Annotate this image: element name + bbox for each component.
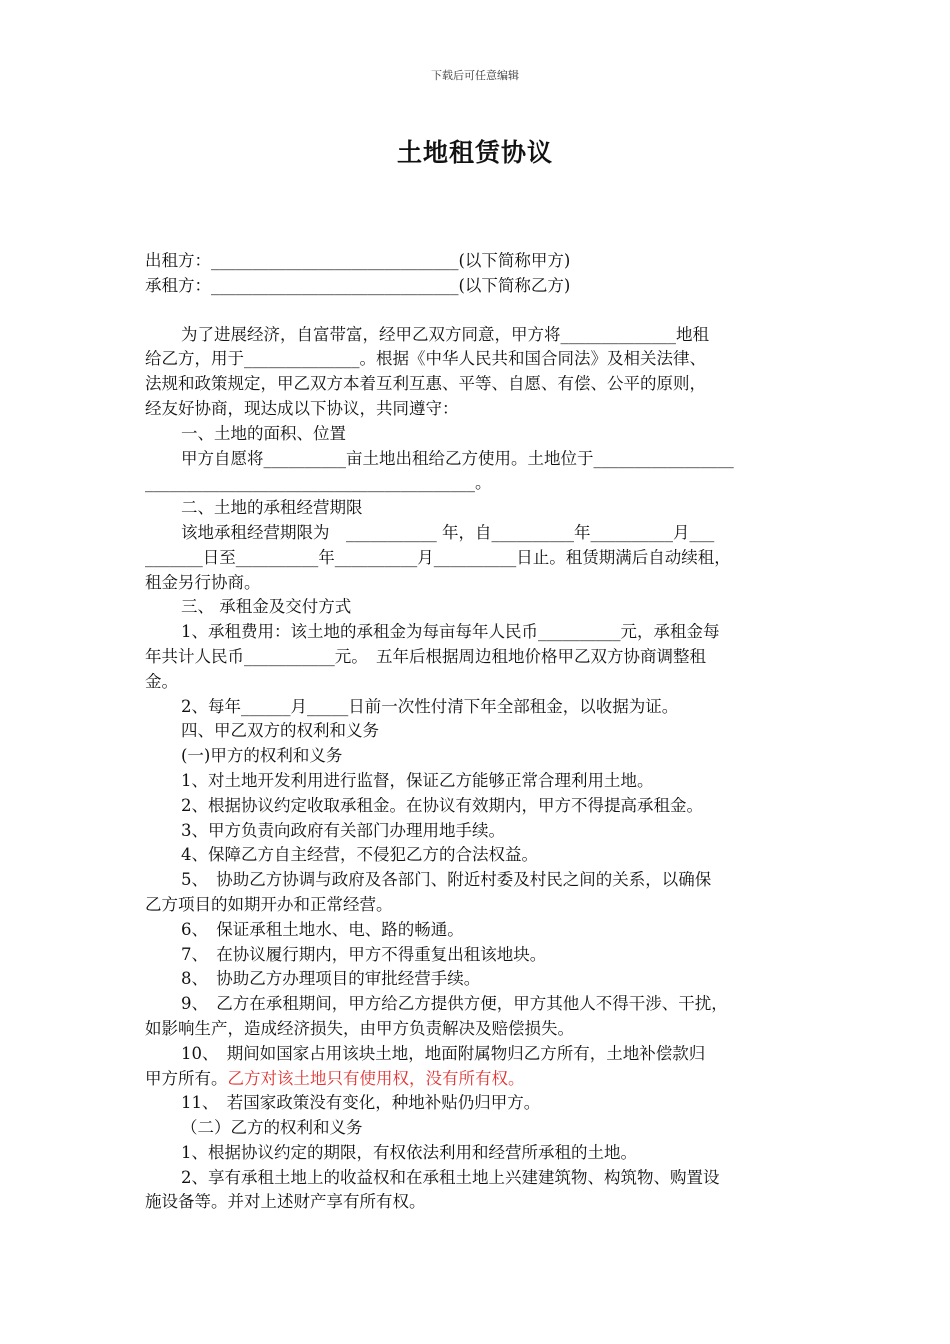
preamble-line: 为了进展经济，自富带富，经甲乙双方同意，甲方将______________地租 (181, 324, 709, 344)
section2-line: 租金另行协商。 (145, 572, 261, 592)
section4-heading: 四、甲乙双方的权利和义务 (181, 721, 379, 741)
section3-heading: 三、 承租金及交付方式 (181, 597, 352, 617)
party-b-item: 1、根据协议约定的期限，有权依法利用和经营所承租的土地。 (181, 1142, 637, 1162)
party-b-item: 2、享有承租土地上的收益权和在承租土地上兴建建筑物、构筑物、购置设 (181, 1167, 720, 1187)
item10-text: 甲方所有。 (145, 1068, 228, 1088)
party-a-item: 10、 期间如国家占用该块土地，地面附属物归乙方所有，土地补偿款归 (181, 1043, 706, 1063)
party-a-heading: (一)甲方的权利和义务 (181, 746, 343, 766)
party-a-item: 3、甲方负责向政府有关部门办理用地手续。 (181, 820, 505, 840)
party-a-item: 8、 协助乙方办理项目的审批经营手续。 (181, 969, 481, 989)
section2-line: _______日至__________年__________月__________日止。租赁期满后自动续租， (145, 547, 731, 567)
section3-line: 金。 (145, 671, 178, 691)
highlighted-clause: 乙方对该土地只有使用权，没有所有权。 (227, 1068, 525, 1088)
spacer (145, 299, 810, 323)
section2-heading: 二、土地的承租经营期限 (181, 498, 363, 518)
party-a-item: 5、 协助乙方协调与政府及各部门、附近村委及村民之间的关系，以确保 (181, 870, 712, 890)
preamble-line: 法规和政策规定，甲乙双方本着互利互惠、平等、自愿、有偿、公平的原则， (145, 374, 706, 394)
section3-line: 年共计人民币___________元。 五年后根据周边租地价格甲乙双方协商调整租 (145, 646, 706, 666)
party-b-item: 施设备等。并对上述财产享有所有权。 (145, 1192, 426, 1212)
preamble-line: 经友好协商，现达成以下协议，共同遵守： (145, 398, 459, 418)
preamble-line: 给乙方，用于______________。根据《中华人民共和国合同法》及相关法律、 (145, 349, 706, 369)
party-a-item: 2、根据协议约定收取承租金。在协议有效期内，甲方不得提高承租金。 (181, 795, 703, 815)
document-title: 土地租赁协议 (396, 138, 553, 167)
lessee-line: 承租方：______________________________(以下简称乙方) (145, 275, 571, 295)
lessor-line: 出租方：______________________________(以下简称甲方) (145, 251, 571, 270)
party-a-item: 1、对土地开发利用进行监督，保证乙方能够正常合理利用土地。 (181, 770, 654, 790)
section3-line: 1、承租费用：该土地的承租金为每亩每年人民币__________元，承租金每 (181, 622, 720, 642)
section1-heading: 一、土地的面积、位置 (181, 423, 346, 443)
party-b-heading: （二）乙方的权利和义务 (181, 1118, 363, 1138)
party-a-item: 如影响生产，造成经济损失，由甲方负责解决及赔偿损失。 (145, 1018, 574, 1038)
section1-line: ________________________________________。 (145, 473, 492, 493)
party-a-item: 6、 保证承租土地水、电、路的畅通。 (181, 919, 464, 939)
party-a-item: 4、保障乙方自主经营，不侵犯乙方的合法权益。 (181, 845, 538, 865)
section2-line: 该地承租经营期限为 ___________ 年，自__________年__________月___ (181, 522, 715, 542)
section3-line: 2、每年______月_____日前一次性付清下年全部租金，以收据为证。 (181, 696, 679, 716)
document-body (145, 249, 810, 1215)
party-a-item: 7、 在协议履行期内，甲方不得重复出租该地块。 (181, 944, 547, 964)
party-a-item: 乙方项目的如期开办和正常经营。 (145, 894, 393, 914)
party-a-item (145, 1067, 810, 1092)
party-a-item: 9、 乙方在承租期间，甲方给乙方提供方便，甲方其他人不得干涉、干扰， (181, 994, 728, 1014)
page-header-note: 下载后可任意编辑 (431, 69, 519, 82)
section1-line: 甲方自愿将__________亩土地出租给乙方使用。土地位于_________________ (181, 448, 734, 468)
party-a-item: 11、 若国家政策没有变化，种地补贴仍归甲方。 (181, 1093, 541, 1113)
